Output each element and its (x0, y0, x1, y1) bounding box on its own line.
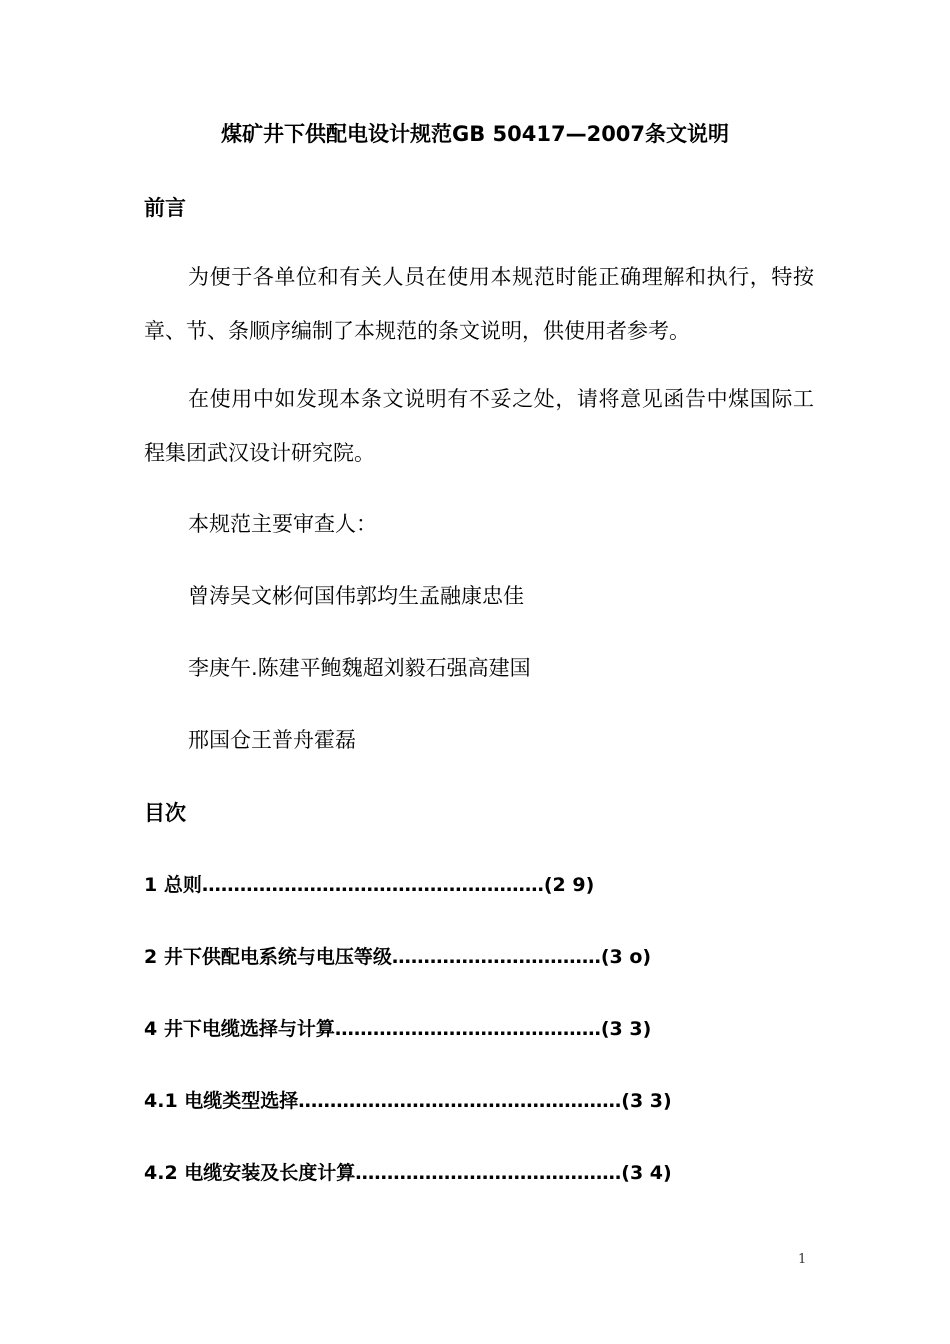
contents-heading: 目次 (144, 801, 186, 825)
reviewers-line-1: 曾涛吴文彬何国伟郭均生孟融康忠佳 (188, 584, 524, 608)
document-title: 煤矿井下供配电设计规范GB 50417—2007条文说明 (220, 122, 730, 146)
toc-entry: 4.1 电缆类型选择……………………………………………(3 3) (144, 1090, 672, 1112)
toc-entry: 2 井下供配电系统与电压等级……………………………(3 o) (144, 946, 652, 968)
page-number: 1 (798, 1252, 807, 1267)
preface-heading: 前言 (144, 196, 186, 220)
reviewers-line-3: 邢国仓王普舟霍磊 (188, 728, 356, 752)
toc-entry: 1 总则………………………………………………(2 9) (144, 874, 595, 896)
reviewers-label: 本规范主要审查人： (188, 512, 377, 536)
preface-paragraph-2: 在使用中如发现本条文说明有不妥之处，请将意见函告中煤国际工程集团武汉设计研究院。 (144, 387, 814, 465)
reviewers-line-2: 李庚午.陈建平鲍魏超刘毅石强高建国 (188, 656, 531, 680)
toc-entry: 4 井下电缆选择与计算……………………………………(3 3) (144, 1018, 652, 1040)
toc-entry: 4.2 电缆安装及长度计算……………………………………(3 4) (144, 1162, 672, 1184)
preface-paragraph-1: 为便于各单位和有关人员在使用本规范时能正确理解和执行，特按章、节、条顺序编制了本规范的条文说明，供使用者参考。 (144, 265, 814, 343)
